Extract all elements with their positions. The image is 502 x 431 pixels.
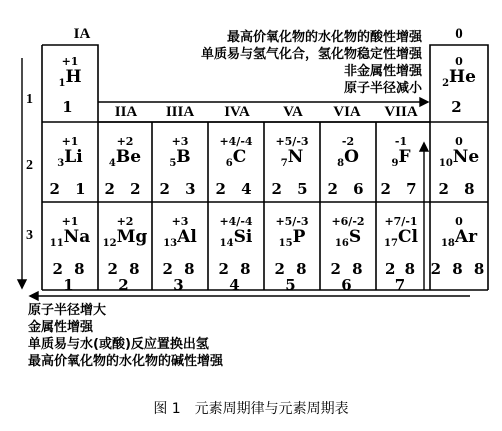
element-cell-cl [376,216,426,293]
element-cell-f [376,136,426,197]
group-header-iia: IIA [114,104,138,120]
element-symbol: $_{13}$Al [163,227,197,249]
element-symbol: $_{12}$Mg [102,227,148,249]
element-cell-h [42,56,98,115]
valence: +3 [171,135,189,148]
valence: +1 [61,135,79,148]
valence: +5/-3 [275,135,309,148]
group-header-viia: VIIA [384,104,418,120]
valence: +7/-1 [384,215,418,228]
electron-shells: 2 1 [49,180,91,198]
element-symbol: $_4$Be [108,147,142,169]
electron-shells: 2 6 [327,180,369,198]
period-label: 2 [26,158,33,173]
trend-top-line: 原子半径减小 [343,81,422,96]
electron-shells: 2 8 5 [274,260,310,294]
electron-shells: 2 4 [215,180,257,198]
element-cell-ar [430,216,488,277]
electron-shells: 2 8 7 [384,260,418,294]
element-symbol: $_7$N [280,147,304,169]
trend-top-line: 非金属性增强 [343,64,422,79]
electron-shells: 2 8 4 [218,260,254,294]
valence: 0 [455,215,463,228]
element-symbol: $_{11}$Na [49,227,91,249]
trend-bottom-line: 最高价氧化物的水化物的碱性增强 [28,354,224,369]
element-symbol: $_6$C [225,147,247,169]
element-cell-n [264,136,320,197]
element-symbol: $_1$H [58,67,82,89]
element-symbol: $_{15}$P [278,227,306,249]
electron-shells: 1 [62,98,78,116]
electron-shells: 2 5 [271,180,313,198]
valence: 0 [455,55,463,68]
element-cell-al [152,216,208,293]
element-symbol: $_{10}$Ne [438,147,480,169]
valence: +4/-4 [219,135,253,148]
valence: +2 [116,135,134,148]
electron-shells: 2 8 1 [52,260,88,294]
electron-shells: 2 8 2 [107,260,143,294]
valence: +6/-2 [331,215,365,228]
electron-shells: 2 8 8 [430,260,488,278]
electron-shells: 2 8 3 [162,260,198,294]
element-symbol: $_5$B [169,147,191,169]
element-cell-he [430,56,488,115]
period-label: 1 [26,92,33,107]
arrow-down-icon [18,58,26,288]
valence: +1 [61,55,79,68]
trend-top-line: 单质易与氢气化合，氢化物稳定性增强 [200,47,422,62]
group-header-via: VIA [333,104,361,120]
group-header-iva: IVA [224,104,250,120]
valence: +4/-4 [219,215,253,228]
element-cell-b [152,136,208,197]
electron-shells: 2 [451,98,467,116]
trend-top-line: 最高价氧化物的水化物的酸性增强 [226,30,422,45]
element-symbol: $_2$He [442,67,476,89]
element-cell-mg [98,216,152,293]
group-header-iiia: IIIA [165,104,195,120]
electron-shells: 2 3 [159,180,201,198]
element-cell-ne [430,136,488,197]
element-cell-s [320,216,376,293]
group-header-ia: IA [73,26,91,42]
trend-bottom-line: 原子半径增大 [28,303,107,318]
element-cell-na [42,216,98,293]
electron-shells: 2 8 [438,180,480,198]
valence: +1 [61,215,79,228]
valence: -2 [341,135,355,148]
period-label: 3 [26,228,33,243]
element-symbol: $_8$O [337,147,359,169]
element-cell-c [208,136,264,197]
trend-bottom [28,302,348,370]
element-symbol: $_{18}$Ar [440,227,478,249]
element-cell-li [42,136,98,197]
electron-shells: 2 2 [104,180,146,198]
group-header-zero: 0 [455,26,463,42]
element-symbol: $_9$F [391,147,411,169]
valence: -1 [394,135,408,148]
element-cell-o [320,136,376,197]
element-symbol: $_{16}$S [334,227,362,249]
group-header-va: VA [283,104,303,120]
element-cell-be [98,136,152,197]
element-symbol: $_3$Li [57,147,83,169]
element-symbol: $_{17}$Cl [384,227,418,249]
valence: +2 [116,215,134,228]
element-symbol: $_{14}$Si [219,227,253,249]
valence: 0 [455,135,463,148]
valence: +5/-3 [275,215,309,228]
valence: +3 [171,215,189,228]
trend-bottom-line: 金属性增强 [28,320,94,335]
element-cell-si [208,216,264,293]
figure-caption: 图 1 元素周期律与元素周期表 [153,401,349,417]
electron-shells: 2 8 6 [330,260,366,294]
element-cell-p [264,216,320,293]
electron-shells: 2 7 [380,180,422,198]
trend-bottom-line: 单质易与水(或酸)反应置换出氢 [28,337,209,352]
